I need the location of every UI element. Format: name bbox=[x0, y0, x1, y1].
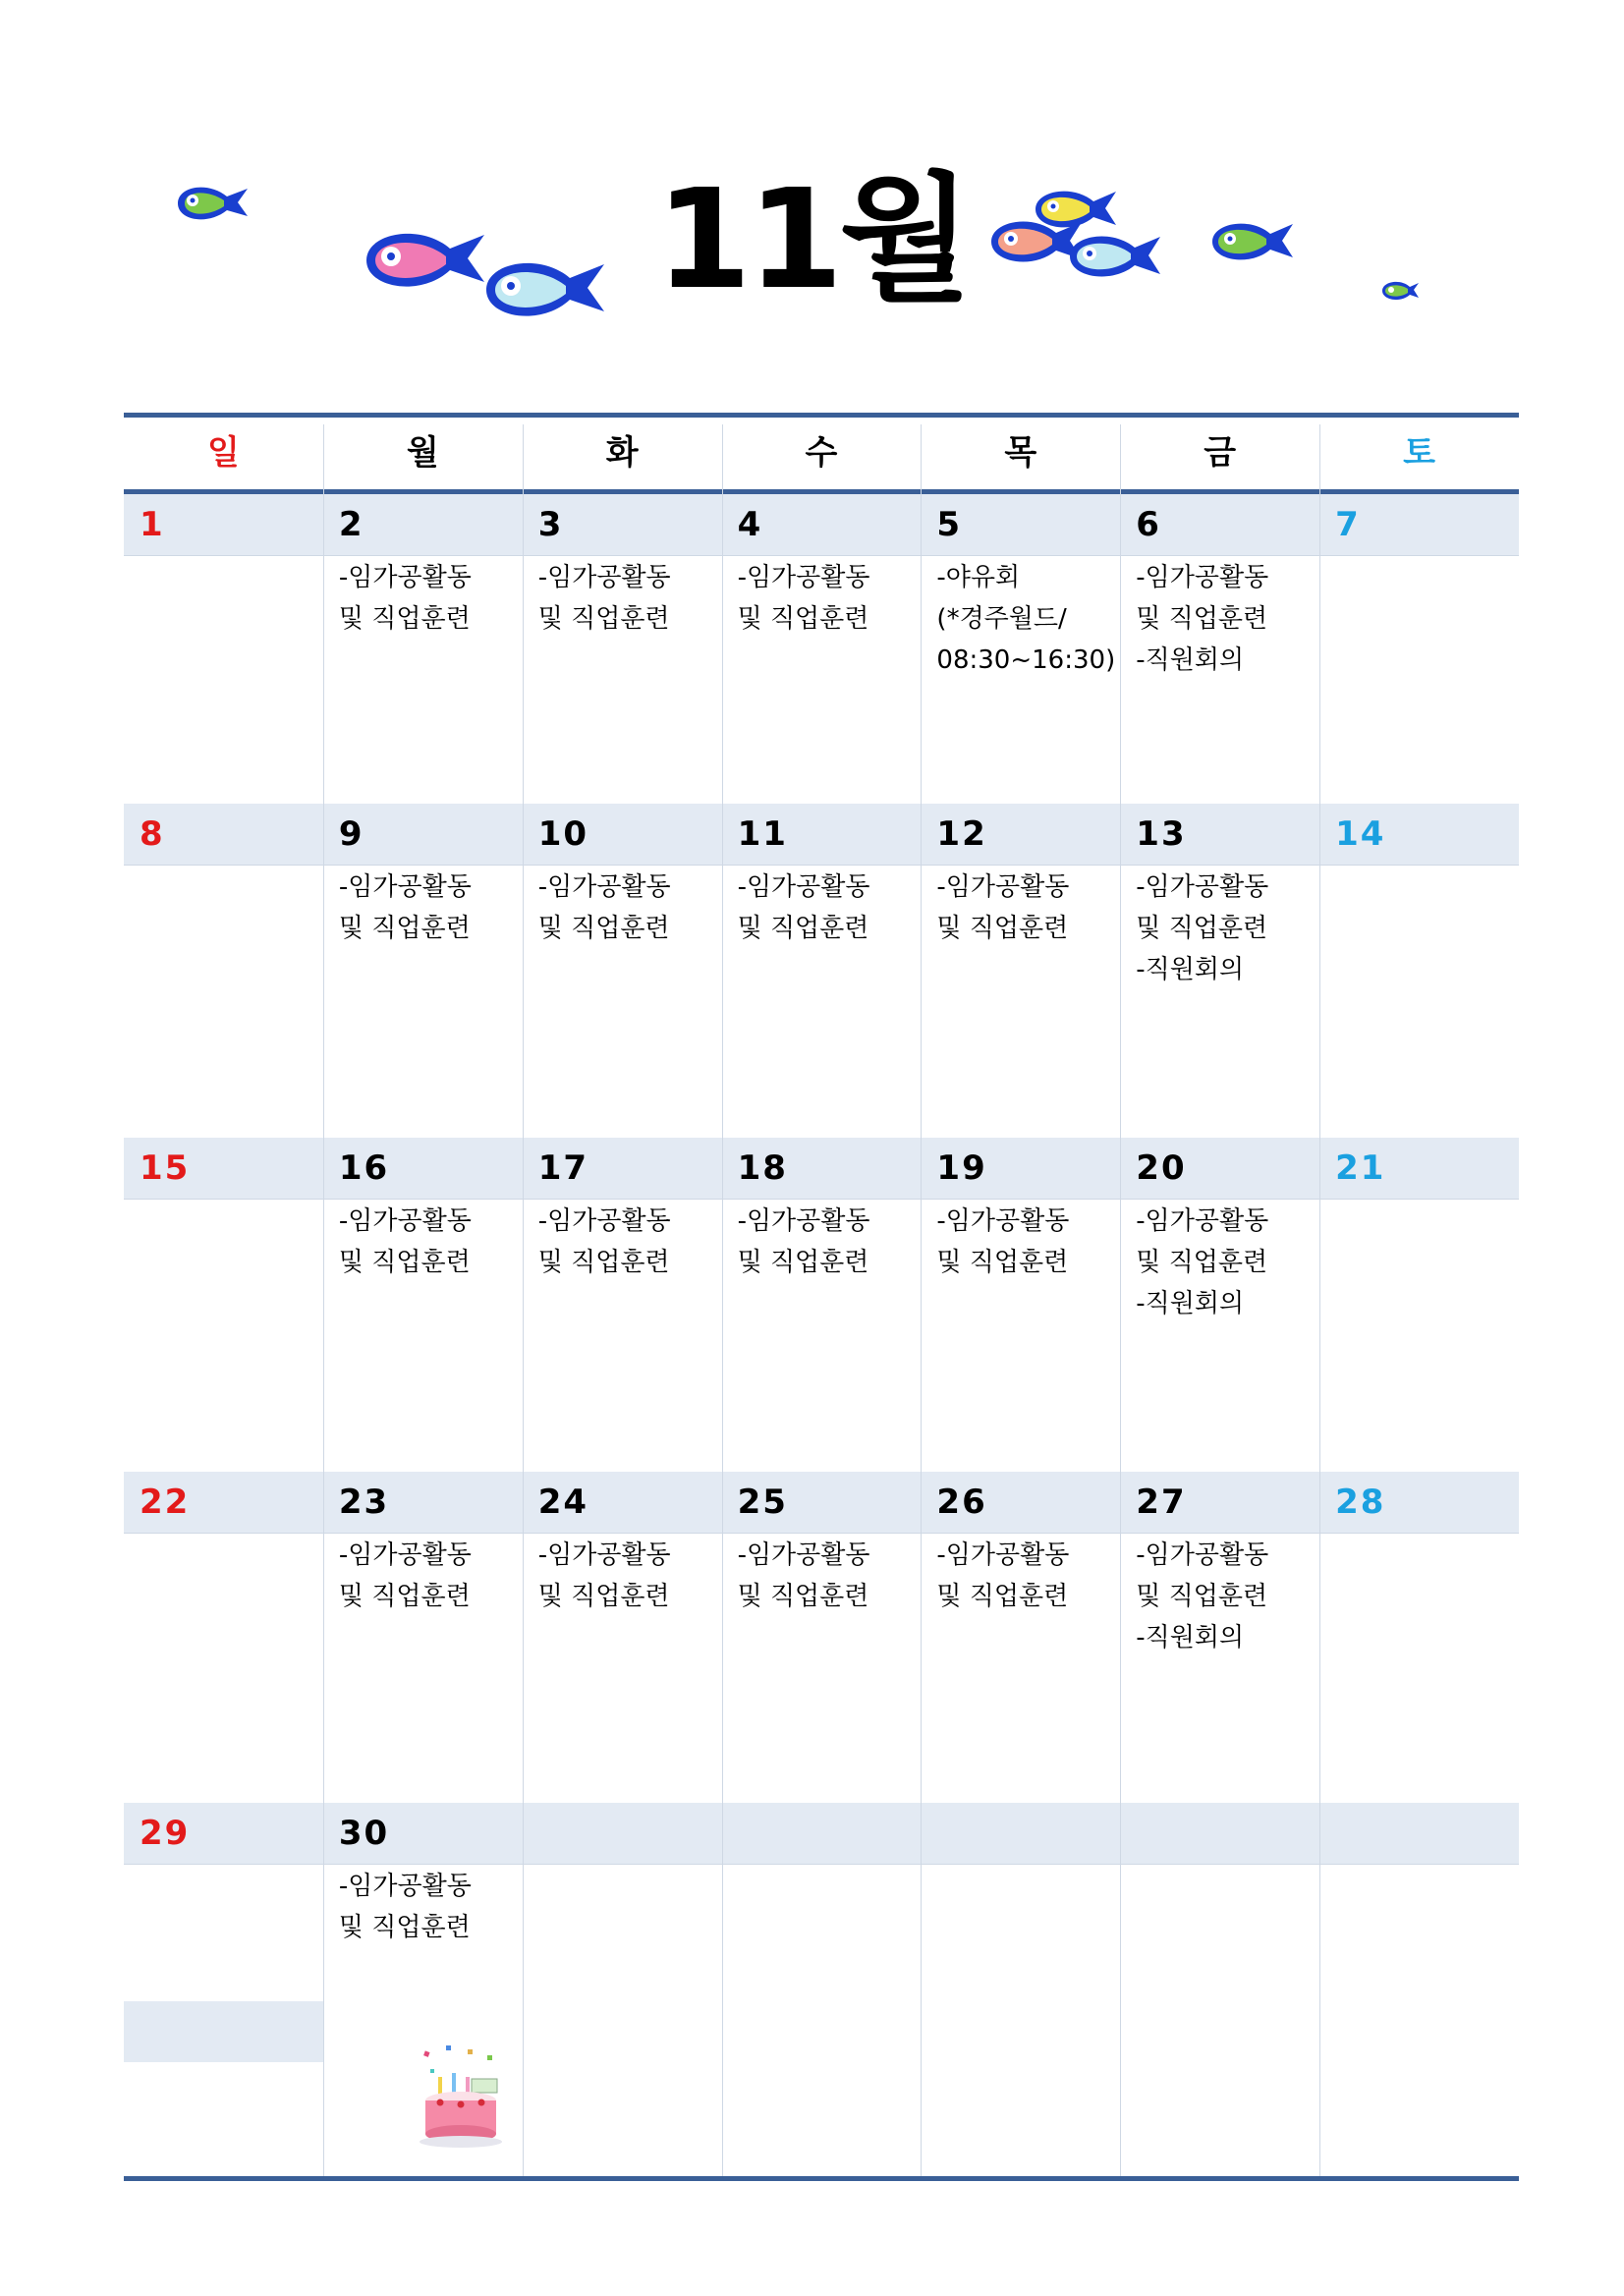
day-number: 11 bbox=[737, 814, 788, 854]
event-text: -야유회 bbox=[936, 563, 1021, 592]
event-text: -임가공활동 bbox=[338, 1540, 472, 1570]
event-text: 및 직업훈련 bbox=[737, 1248, 869, 1277]
day-number: 22 bbox=[140, 1483, 191, 1522]
event-text: 08:30~16:30) bbox=[936, 645, 1116, 675]
date-row-divider bbox=[124, 865, 1519, 866]
birthday-cake-icon bbox=[417, 2044, 505, 2152]
event-text: -임가공활동 bbox=[1136, 563, 1269, 592]
event-text: -직원회의 bbox=[1136, 1289, 1245, 1318]
day-number: 20 bbox=[1136, 1148, 1187, 1188]
day-number: 27 bbox=[1136, 1483, 1187, 1522]
event-text: 및 직업훈련 bbox=[338, 604, 471, 634]
date-row bbox=[124, 494, 1519, 555]
weekday-header: 화 bbox=[605, 433, 639, 473]
column-divider bbox=[523, 424, 524, 2176]
event-text: -임가공활동 bbox=[338, 872, 472, 902]
event-text: -임가공활동 bbox=[936, 872, 1070, 902]
event-text: -임가공활동 bbox=[338, 563, 472, 592]
day-number: 14 bbox=[1335, 814, 1386, 854]
column-divider bbox=[1120, 424, 1121, 2176]
event-text: -임가공활동 bbox=[737, 563, 870, 592]
day-number: 24 bbox=[537, 1483, 589, 1522]
day-number: 8 bbox=[140, 814, 165, 854]
date-row bbox=[124, 1803, 1519, 1864]
weekday-header: 금 bbox=[1204, 433, 1237, 473]
event-text: 및 직업훈련 bbox=[936, 1582, 1069, 1611]
event-text: -직원회의 bbox=[1136, 955, 1245, 984]
event-text: 및 직업훈련 bbox=[1136, 604, 1268, 634]
day-number: 10 bbox=[537, 814, 589, 854]
event-text: -임가공활동 bbox=[936, 1206, 1070, 1236]
day-number: 23 bbox=[338, 1483, 390, 1522]
event-text: 및 직업훈련 bbox=[537, 604, 670, 634]
event-text: -임가공활동 bbox=[338, 1872, 472, 1901]
calendar-grid bbox=[124, 413, 1519, 2181]
day-number: 16 bbox=[338, 1148, 390, 1188]
day-number: 6 bbox=[1136, 505, 1161, 544]
day-number: 5 bbox=[936, 505, 963, 544]
day-number: 13 bbox=[1136, 814, 1187, 854]
event-text: 및 직업훈련 bbox=[1136, 914, 1268, 943]
event-text: 및 직업훈련 bbox=[936, 914, 1069, 943]
date-row-divider bbox=[124, 555, 1519, 556]
column-divider bbox=[323, 424, 324, 2176]
event-text: 및 직업훈련 bbox=[537, 914, 670, 943]
event-text: 및 직업훈련 bbox=[537, 1248, 670, 1277]
event-text: 및 직업훈련 bbox=[936, 1248, 1069, 1277]
event-text: 및 직업훈련 bbox=[338, 1248, 471, 1277]
month-title: 11월 bbox=[655, 160, 969, 320]
event-text: -임가공활동 bbox=[936, 1540, 1070, 1570]
date-row bbox=[124, 1472, 1519, 1533]
event-text: -임가공활동 bbox=[1136, 872, 1269, 902]
event-text: -임가공활동 bbox=[537, 1206, 671, 1236]
event-text: (*경주월드/ bbox=[936, 604, 1067, 634]
header-top-rule bbox=[124, 413, 1519, 418]
date-row-divider bbox=[124, 1533, 1519, 1534]
day-number: 29 bbox=[140, 1814, 191, 1853]
day-number: 9 bbox=[338, 814, 364, 854]
event-text: -임가공활동 bbox=[1136, 1206, 1269, 1236]
day-number: 3 bbox=[537, 505, 564, 544]
event-text: 및 직업훈련 bbox=[1136, 1248, 1268, 1277]
calendar-bottom-rule bbox=[124, 2176, 1519, 2181]
day-number: 28 bbox=[1335, 1483, 1386, 1522]
event-text: 및 직업훈련 bbox=[537, 1582, 670, 1611]
day-number: 15 bbox=[140, 1148, 191, 1188]
event-text: -임가공활동 bbox=[737, 1540, 870, 1570]
event-text: -직원회의 bbox=[1136, 1623, 1245, 1652]
day-number: 19 bbox=[936, 1148, 987, 1188]
day-number: 18 bbox=[737, 1148, 788, 1188]
day-number: 7 bbox=[1335, 505, 1361, 544]
day-number: 30 bbox=[338, 1814, 390, 1853]
date-row-divider bbox=[124, 1199, 1519, 1200]
date-row-divider bbox=[124, 1864, 1519, 1865]
event-text: 및 직업훈련 bbox=[338, 1913, 471, 1942]
event-text: 및 직업훈련 bbox=[338, 914, 471, 943]
day-number: 26 bbox=[936, 1483, 987, 1522]
column-divider bbox=[722, 424, 723, 2176]
event-text: -직원회의 bbox=[1136, 645, 1245, 675]
event-text: -임가공활동 bbox=[537, 872, 671, 902]
weekday-header: 목 bbox=[1004, 433, 1037, 473]
event-text: 및 직업훈련 bbox=[737, 914, 869, 943]
column-divider bbox=[921, 424, 922, 2176]
sunday-shade-block bbox=[124, 2001, 323, 2062]
event-text: -임가공활동 bbox=[537, 1540, 671, 1570]
event-text: -임가공활동 bbox=[537, 563, 671, 592]
day-number: 17 bbox=[537, 1148, 589, 1188]
weekday-header: 토 bbox=[1403, 433, 1435, 473]
event-text: -임가공활동 bbox=[338, 1206, 472, 1236]
day-number: 1 bbox=[140, 505, 165, 544]
date-row bbox=[124, 1138, 1519, 1199]
event-text: 및 직업훈련 bbox=[737, 1582, 869, 1611]
weekday-header: 수 bbox=[805, 433, 838, 473]
day-number: 4 bbox=[737, 505, 763, 544]
event-text: 및 직업훈련 bbox=[737, 604, 869, 634]
weekday-header: 일 bbox=[206, 433, 240, 473]
date-row bbox=[124, 804, 1519, 865]
event-text: -임가공활동 bbox=[737, 1206, 870, 1236]
event-text: 및 직업훈련 bbox=[1136, 1582, 1268, 1611]
event-text: 및 직업훈련 bbox=[338, 1582, 471, 1611]
day-number: 21 bbox=[1335, 1148, 1386, 1188]
day-number: 12 bbox=[936, 814, 987, 854]
day-number: 2 bbox=[338, 505, 364, 544]
weekday-header: 월 bbox=[406, 433, 439, 473]
event-text: -임가공활동 bbox=[1136, 1540, 1269, 1570]
column-divider bbox=[1319, 424, 1320, 2176]
event-text: -임가공활동 bbox=[737, 872, 870, 902]
day-number: 25 bbox=[737, 1483, 788, 1522]
